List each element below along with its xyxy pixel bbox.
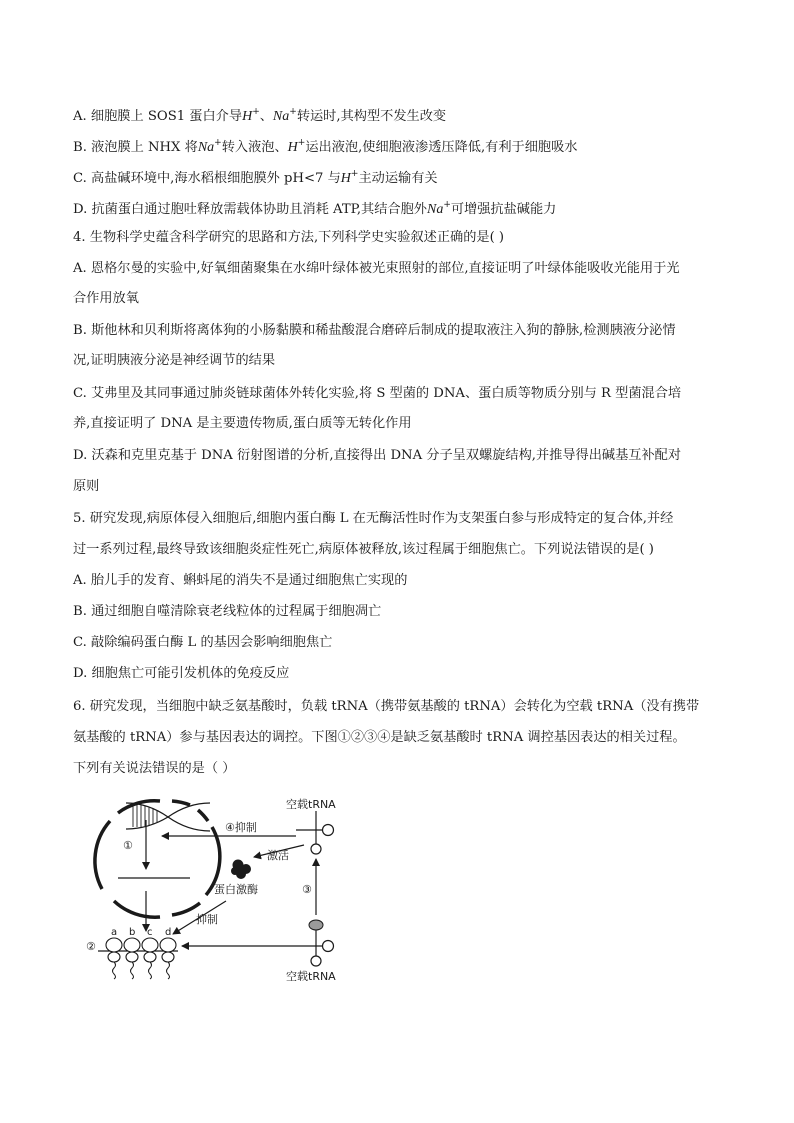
ribosome-b-label: b [129,927,136,938]
q4-option-c-line1: C. 艾弗里及其同事通过肺炎链球菌体外转化实验,将 S 型菌的 DNA、蛋白质等物质分别与 R 型菌混合培 [73,386,682,401]
q4-option-d-line2: 原则 [73,479,100,494]
q3-d-text: D. 抗菌蛋白通过胞吐释放需载体协助且消耗 ATP,其结合胞外 [73,202,427,217]
q4-option-a-line2: 合作用放氧 [73,291,139,306]
ribosome-c [142,938,158,979]
trna-top-label: 空载tRNA [286,798,336,811]
q4-option-b-line2: 况,证明胰液分泌是神经调节的结果 [73,353,276,368]
q3-option-c [73,165,438,188]
q3-a-text: A. 细胞膜上 SOS1 蛋白介导 [73,109,243,124]
activate-label: 激活 [267,849,289,862]
ribosome-b [124,938,140,979]
trna-regulation-diagram [78,793,378,988]
ion-na: Na [426,202,444,217]
q3-b-text: B. 液泡膜上 NHX 将 [73,140,198,155]
q5-option-a: A. 胎儿手的发育、蝌蚪尾的消失不是通过细胞焦亡实现的 [73,573,408,588]
q6-stem-line3: 下列有关说法错误的是（ ） [73,761,236,776]
step2-label: ② [86,940,96,953]
dna-helix [126,803,210,831]
q5-stem-line2: 过一系列过程,最终导致该细胞炎症性死亡,病原体被释放,该过程属于细胞焦亡。下列说法错误的是( ) [73,542,654,557]
q4-option-b-line1: B. 斯他林和贝利斯将离体狗的小肠黏膜和稀盐酸混合磨碎后制成的提取液注入狗的静脉,检测胰液分泌情 [73,323,676,338]
ion-charge: + [289,107,297,117]
kinase-label: 蛋白激酶 [214,883,258,896]
q3-b-text-mid: 转入液泡、 [221,140,288,155]
step3-label: ③ [302,883,312,896]
inhibit-label: 抑制 [196,913,218,926]
ion-charge: + [443,200,451,210]
ion-na: Na [197,140,215,155]
trna-bottom-icon [296,920,334,966]
q3-d-text-end: 可增强抗盐碱能力 [450,202,557,217]
q4-stem: 4. 生物科学史蕴含科学研究的思路和方法,下列科学史实验叙述正确的是( ) [73,230,505,245]
q5-option-c: C. 敲除编码蛋白酶 L 的基因会影响细胞焦亡 [73,635,333,650]
ribosome-d-label: d [165,927,172,938]
step1-label: ① [123,839,133,852]
q4-option-c-line2: 养,直接证明了 DNA 是主要遗传物质,蛋白质等无转化作用 [73,416,412,431]
q5-option-b: B. 通过细胞自噬清除衰老线粒体的过程属于细胞凋亡 [73,604,382,619]
ribosome-a-label: a [111,927,118,938]
ion-charge: + [252,107,260,117]
q6-stem-line2: 氨基酸的 tRNA）参与基因表达的调控。下图①②③④是缺乏氨基酸时 tRNA 调控基因表达的相关过程。 [73,730,686,745]
q4-option-a-line1: A. 恩格尔曼的实验中,好氧细菌聚集在水绵叶绿体被光束照射的部位,直接证明了叶绿体能吸收光能用于光 [73,261,680,276]
ion-charge: + [214,138,222,148]
q5-stem-line1: 5. 研究发现,病原体侵入细胞后,细胞内蛋白酶 L 在无酶活性时作为支架蛋白参与形成特定的复合体,并经 [73,511,674,526]
ribosome-c-label: c [147,927,153,938]
ion-h: H [287,140,298,155]
trna-bottom-label: 空载tRNA [286,970,336,983]
q5-option-d: D. 细胞焦亡可能引发机体的免疫反应 [73,666,290,681]
q3-b-text-end: 运出液泡,使细胞液渗透压降低,有利于细胞吸水 [305,140,578,155]
q3-c-text: C. 高盐碱环境中,海水稻根细胞膜外 pH<7 与 [73,171,341,186]
trna-top-icon [296,811,334,854]
q3-option-a [73,103,446,126]
separator: 、 [259,109,273,124]
ribosome-d [160,938,176,979]
q3-option-d [73,196,556,219]
q4-option-d-line1: D. 沃森和克里克基于 DNA 衍射图谱的分析,直接得出 DNA 分子呈双螺旋结构,并推导得出碱基互补配对 [73,448,682,463]
ion-charge: + [350,169,359,179]
protein-kinase-icon [231,860,251,880]
ion-h: H [242,109,253,124]
step4-inhibit-label: ④抑制 [225,821,257,834]
q3-c-text-end: 主动运输有关 [358,171,438,186]
q3-option-b [73,134,577,157]
ribosome-a [106,938,122,979]
ion-h: H [340,171,351,186]
q6-stem-line1: 6. 研究发现，当细胞中缺乏氨基酸时，负载 tRNA（携带氨基酸的 tRNA）会转化为空载 tRNA（没有携带 [73,699,700,714]
q3-a-text-end: 转运时,其构型不发生改变 [296,109,447,124]
ion-charge: + [297,138,306,148]
ion-na: Na [272,109,290,124]
